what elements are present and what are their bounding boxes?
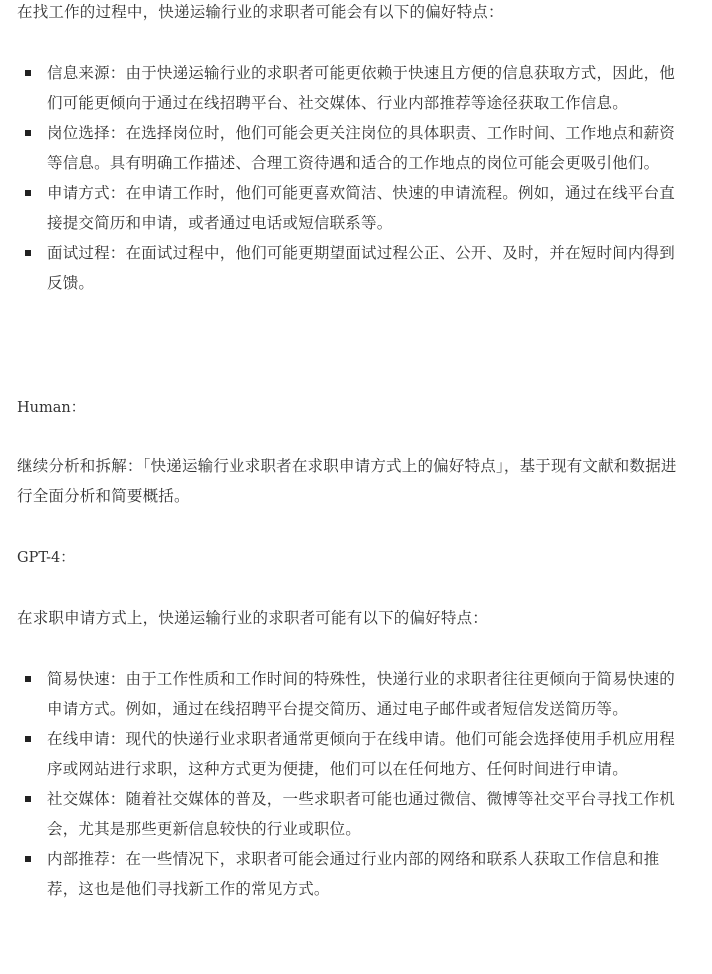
list-item <box>17 844 690 904</box>
list-item <box>17 724 690 784</box>
list-item-text: 申请方式：在申请工作时，他们可能更喜欢简洁、快速的申请流程。例如，通过在线平台直接提交简历和申请，或者通过电话或短信联系等。 <box>47 184 676 232</box>
bullet-icon <box>25 70 31 76</box>
list-item <box>17 58 690 118</box>
bullet-icon <box>25 130 31 136</box>
list-item-text: 社交媒体：随着社交媒体的普及，一些求职者可能也通过微信、微博等社交平台寻找工作机会，尤其是那些更新信息较快的行业或职位。 <box>47 790 676 838</box>
list-item-text: 岗位选择：在选择岗位时，他们可能会更关注岗位的具体职责、工作时间、工作地点和薪资等信息。具有明确工作描述、合理工资待遇和适合的工作地点的岗位可能会更吸引他们。 <box>47 124 676 172</box>
speaker-label-gpt: GPT-4： <box>17 550 75 566</box>
list-item-text: 面试过程：在面试过程中，他们可能更期望面试过程公正、公开、及时，并在短时间内得到反馈。 <box>47 244 676 292</box>
intro-paragraph-2: 在求职申请方式上，快递运输行业的求职者可能有以下的偏好特点： <box>17 609 489 627</box>
human-message: 继续分析和拆解：「快递运输行业求职者在求职申请方式上的偏好特点」，基于现有文献和数据进行全面分析和简要概括。 <box>17 457 677 505</box>
preference-list-2 <box>17 664 690 904</box>
list-item-text: 内部推荐：在一些情况下，求职者可能会通过行业内部的网络和联系人获取工作信息和推荐，这也是他们寻找新工作的常见方式。 <box>47 850 660 898</box>
list-item <box>17 664 690 724</box>
list-item <box>17 784 690 844</box>
speaker-label-human: Human： <box>17 400 86 416</box>
list-item-text: 信息来源：由于快递运输行业的求职者可能更依赖于快速且方便的信息获取方式，因此，他们可能更倾向于通过在线招聘平台、社交媒体、行业内部推荐等途径获取工作信息。 <box>47 64 676 112</box>
bullet-icon <box>25 676 31 682</box>
list-item <box>17 238 690 298</box>
bullet-icon <box>25 856 31 862</box>
bullet-icon <box>25 190 31 196</box>
bullet-icon <box>25 796 31 802</box>
bullet-icon <box>25 250 31 256</box>
preference-list-1 <box>17 58 690 298</box>
list-item <box>17 118 690 178</box>
list-item-text: 在线申请：现代的快递行业求职者通常更倾向于在线申请。他们可能会选择使用手机应用程序或网站进行求职，这种方式更为便捷，他们可以在任何地方、任何时间进行申请。 <box>47 730 676 778</box>
intro-paragraph-1: 在找工作的过程中，快递运输行业的求职者可能会有以下的偏好特点： <box>17 3 504 21</box>
bullet-icon <box>25 736 31 742</box>
list-item <box>17 178 690 238</box>
list-item-text: 简易快速：由于工作性质和工作时间的特殊性，快递行业的求职者往往更倾向于简易快速的申请方式。例如，通过在线招聘平台提交简历、通过电子邮件或者短信发送简历等。 <box>47 670 676 718</box>
